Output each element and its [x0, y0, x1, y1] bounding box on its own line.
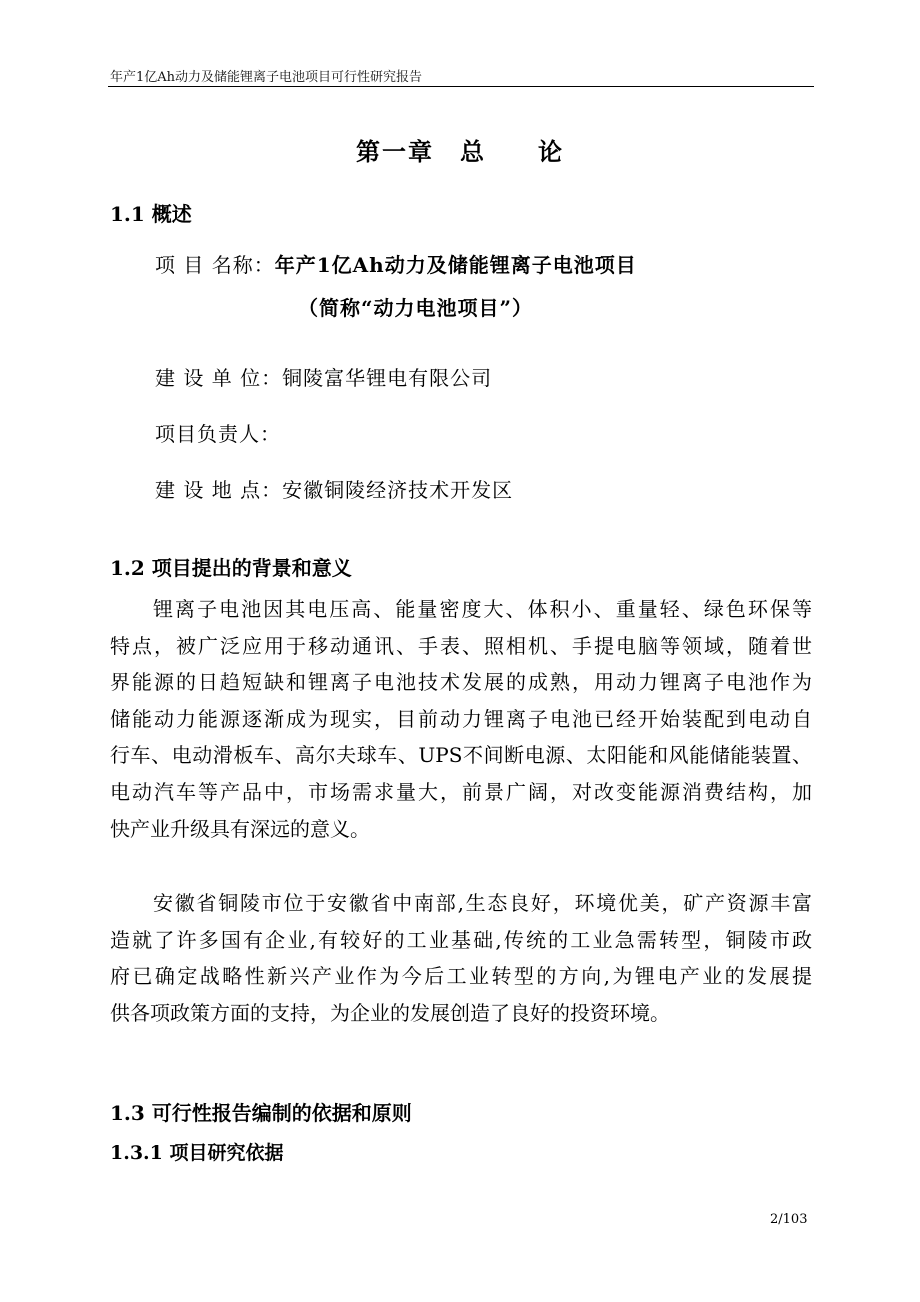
project-name-value: 年产1亿Ah动力及储能锂离子电池项目 — [274, 253, 637, 277]
background-paragraph-2 — [110, 885, 812, 1031]
builder-value: 铜陵富华锂电有限公司 — [282, 366, 493, 390]
running-header: 年产1亿Ah动力及储能锂离子电池项目可行性研究报告 — [110, 70, 423, 85]
builder-field — [155, 362, 492, 391]
paragraph-line: 锂离子电池因其电压高、能量密度大、体积小、重量轻、绿色环保等 — [153, 597, 812, 621]
paragraph-line: 快产业升级具有深远的意义。 — [110, 816, 370, 841]
project-short-name: （简称“动力电池项目”） — [298, 296, 534, 320]
paragraph-line: 造就了许多国有企业,有较好的工业基础,传统的工业急需转型，铜陵市政 — [110, 927, 812, 952]
location-value: 安徽铜陵经济技术开发区 — [282, 478, 514, 502]
background-paragraph-1 — [110, 591, 812, 847]
paragraph-line: 界能源的日趋短缺和锂离子电池技术发展的成熟，用动力锂离子电池作为 — [110, 670, 812, 695]
paragraph-line: 府已确定战略性新兴产业作为今后工业转型的方向,为锂电产业的发展提 — [110, 964, 812, 989]
location-field — [155, 474, 513, 503]
paragraph-line: 行车、电动滑板车、高尔夫球车、UPS不间断电源、太阳能和风能储能装置、 — [110, 743, 812, 768]
project-name-label: 项 目 名称： — [155, 253, 275, 277]
paragraph-line: 特点，被广泛应用于移动通讯、手表、照相机、手提电脑等领域，随着世 — [110, 633, 812, 658]
paragraph-line: 供各项政策方面的支持，为企业的发展创造了良好的投资环境。 — [110, 1000, 670, 1025]
project-name-field — [155, 249, 637, 278]
header-divider — [108, 86, 814, 87]
paragraph-line: 电动汽车等产品中，市场需求量大，前景广阔，对改变能源消费结构，加 — [110, 779, 812, 804]
paragraph-line: 安徽省铜陵市位于安徽省中南部,生态良好，环境优美，矿产资源丰富 — [153, 891, 812, 915]
section-1-3-1-heading: 1.3.1 项目研究依据 — [110, 1142, 284, 1164]
leader-label: 项目负责人： — [155, 422, 281, 446]
section-1-1-heading: 1.1 概述 — [110, 202, 192, 226]
builder-label: 建 设 单 位： — [155, 366, 283, 390]
page-number: 2/103 — [770, 1212, 808, 1227]
leader-field — [155, 418, 281, 447]
chapter-title: 第一章 总 论 — [356, 137, 564, 166]
section-1-3-heading: 1.3 可行性报告编制的依据和原则 — [110, 1101, 412, 1125]
location-label: 建 设 地 点： — [155, 478, 283, 502]
paragraph-line: 储能动力能源逐渐成为现实，目前动力锂离子电池已经开始装配到电动自 — [110, 706, 812, 731]
section-1-2-heading: 1.2 项目提出的背景和意义 — [110, 556, 352, 580]
